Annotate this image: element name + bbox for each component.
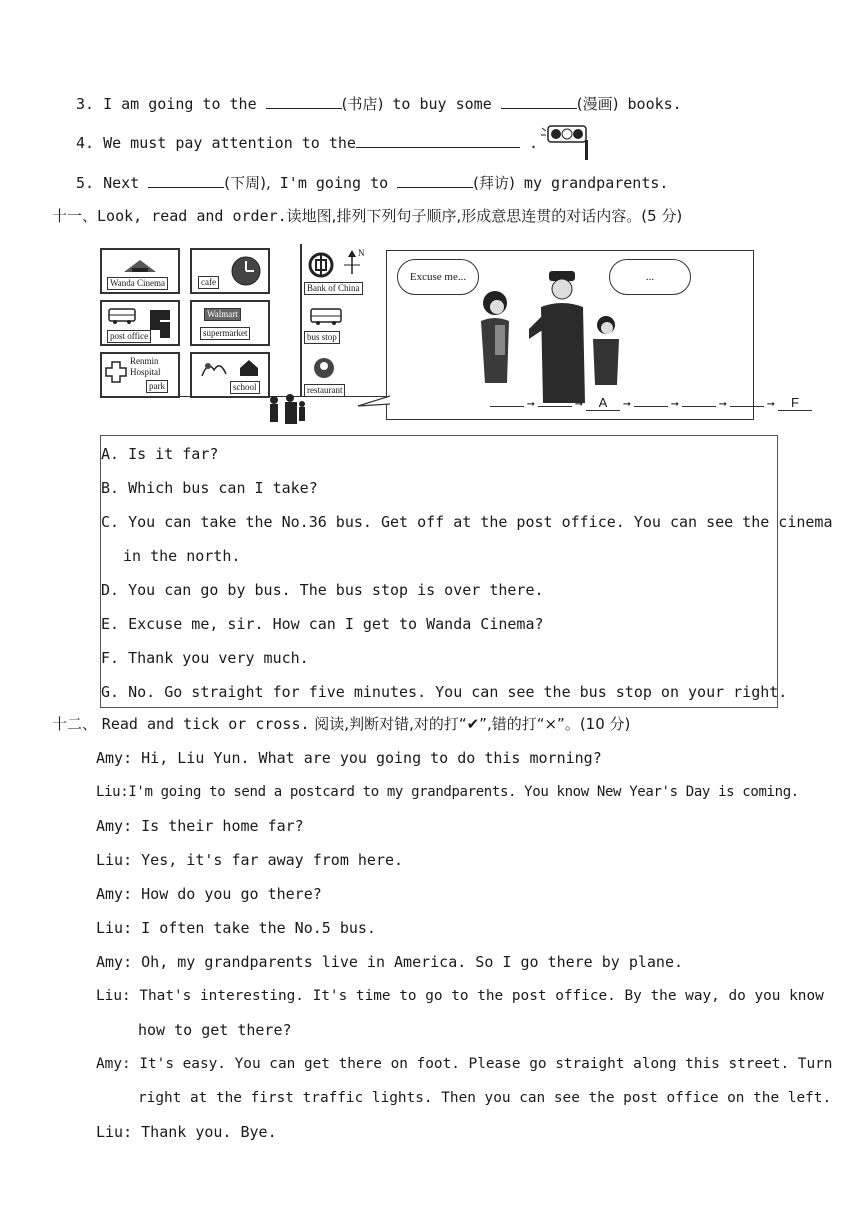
dialogue-text: That's interesting. It's time to go to the post office. By the way, do you know: [139, 988, 824, 1004]
people-icon: [266, 392, 310, 426]
street-line: [300, 244, 302, 396]
place-label: Bank of China: [304, 282, 363, 295]
question-4: [76, 133, 538, 153]
dialogue-text: Hi, Liu Yun. What are you going to do this morning?: [141, 749, 602, 767]
arrow-icon: ➞: [622, 399, 632, 410]
dialogue-text: I'm going to send a postcard to my grandparents. You know New Year's Day is coming.: [128, 784, 799, 800]
option-text: Excuse me, sir. How can I get to Wanda Cinema?: [128, 615, 544, 633]
option-g: [101, 682, 787, 702]
section-title-cn: 阅读,判断对错,对的打“✔”,错的打“×”。(10 分): [314, 715, 631, 733]
dialogue-line: [96, 850, 403, 870]
option-text: Thank you very much.: [128, 649, 309, 667]
answer-blank[interactable]: [148, 173, 224, 188]
map-cell-cinema: [100, 248, 180, 294]
option-f: [101, 648, 309, 668]
option-e: [101, 614, 544, 634]
order-slot-given: A: [586, 396, 620, 411]
place-label: Wanda Cinema: [107, 277, 168, 290]
arrow-icon: ➞: [766, 399, 776, 410]
place-label: park: [146, 380, 168, 393]
arrow-icon: ➞: [718, 399, 728, 410]
dialogue-line: [96, 1054, 832, 1074]
traffic-light-icon: [538, 122, 596, 162]
order-slot[interactable]: [634, 392, 668, 407]
dialogue-text: I often take the No.5 bus.: [141, 919, 376, 937]
place-label: school: [230, 381, 260, 394]
arrow-icon: ➞: [526, 399, 536, 410]
dialogue-text: Is their home far?: [141, 817, 304, 835]
woman-figure-icon: [471, 285, 521, 385]
section-12-heading: [52, 714, 630, 734]
question-text: my grandparents.: [523, 174, 669, 192]
answer-blank[interactable]: [266, 94, 342, 109]
speech-text: Excuse me...: [409, 271, 467, 283]
option-text: Which bus can I take?: [128, 479, 318, 497]
dialogue-line: [96, 748, 602, 768]
option-text: in the north.: [123, 547, 241, 565]
map-cell-cafe: [190, 248, 270, 294]
speaker: Amy:: [96, 885, 133, 903]
speaker: Liu:: [96, 988, 131, 1004]
hospital-cross-icon: [104, 360, 128, 384]
speech-text: ...: [645, 271, 655, 283]
order-answer-row: [490, 392, 812, 411]
section-title-en: Read and tick or cross.: [101, 715, 310, 733]
speech-bubble-left: [397, 259, 479, 295]
dialogue-line-continued: [138, 1088, 831, 1108]
arrow-icon: ➞: [670, 399, 680, 410]
option-text: Is it far?: [128, 445, 219, 463]
dialogue-line: [96, 884, 322, 904]
option-text: You can take the No.36 bus. Get off at the post office. You can see the cinema: [128, 513, 833, 531]
question-3: [76, 94, 682, 114]
answer-blank[interactable]: [397, 173, 473, 188]
place-label: restaurant: [304, 384, 345, 397]
panel-tail: [356, 394, 392, 408]
question-number: 5.: [76, 174, 95, 192]
option-letter: F.: [101, 649, 120, 667]
option-d: [101, 580, 544, 600]
hint: (拜访): [473, 174, 515, 192]
bus-stop-icon: [310, 308, 342, 326]
section-number: 十一、: [52, 207, 98, 225]
speaker: Amy:: [96, 1056, 131, 1072]
dialogue-line: [96, 986, 824, 1006]
place-label: post office: [107, 330, 151, 343]
map-figure: [100, 244, 799, 428]
clock-icon: [230, 254, 262, 288]
dialogue-line: [96, 1122, 277, 1142]
section-11-heading: [52, 206, 682, 226]
speaker: Liu:: [96, 1123, 133, 1141]
answer-blank[interactable]: [501, 94, 577, 109]
question-text: .: [529, 134, 539, 152]
question-number: 4.: [76, 134, 95, 152]
option-letter: G.: [101, 683, 120, 701]
option-letter: E.: [101, 615, 120, 633]
question-text: books.: [627, 95, 682, 113]
dialogue-line: [96, 918, 376, 938]
dialogue-text: right at the first traffic lights. Then you can see the post office on the left.: [138, 1090, 832, 1106]
question-text: Next: [103, 174, 140, 192]
option-letter: A.: [101, 445, 120, 463]
option-text: You can go by bus. The bus stop is over there.: [128, 581, 544, 599]
place-label: bus stop: [304, 331, 340, 344]
dialogue-text: Oh, my grandparents live in America. So I go there by plane.: [141, 953, 684, 971]
question-5: [76, 173, 668, 193]
hint: (下周),: [224, 174, 271, 192]
place-label: cafe: [198, 276, 219, 289]
school-icon: [238, 358, 260, 378]
dialogue-text: Yes, it's far away from here.: [141, 851, 404, 869]
option-letter: C.: [101, 513, 120, 531]
speaker: Liu:: [96, 784, 129, 800]
street-line: [100, 396, 400, 397]
speaker: Amy:: [96, 953, 133, 971]
dialogue-line-continued: [138, 1020, 292, 1040]
compass-label: N: [358, 248, 365, 258]
dialogue-text: It's easy. You can get there on foot. Please go straight along this street. Turn: [139, 1056, 833, 1072]
options-box: [100, 435, 833, 708]
section-number: 十二、: [52, 715, 98, 733]
order-slot[interactable]: [490, 392, 524, 407]
question-text: I am going to the: [103, 95, 257, 113]
question-text: I'm going to: [279, 174, 389, 192]
hint: (漫画): [576, 95, 619, 113]
dialogue-line: [96, 952, 683, 972]
question-text: We must pay attention to the: [103, 134, 356, 152]
dialogue-text: how to get there?: [138, 1021, 292, 1039]
section-title-cn: 读地图,排列下列句子顺序,形成意思连贯的对话内容。(5 分): [286, 207, 683, 225]
option-b: [101, 478, 318, 498]
hint: (书店): [341, 95, 384, 113]
bus-icon: [108, 308, 136, 324]
dialogue-text: Thank you. Bye.: [141, 1123, 277, 1141]
place-label: Renmin Hospital: [128, 356, 172, 378]
speaker: Amy:: [96, 749, 133, 767]
dialogue-line: [96, 782, 799, 802]
section-title-en: Look, read and order.: [97, 207, 287, 225]
place-brand: Walmart: [204, 308, 241, 321]
speaker: Liu:: [96, 919, 133, 937]
map-cell-post-office: [100, 300, 180, 346]
question-number: 3.: [76, 95, 95, 113]
speaker: Liu:: [96, 851, 133, 869]
option-c: [101, 512, 833, 532]
map-cell-supermarket: [190, 300, 270, 346]
option-letter: D.: [101, 581, 120, 599]
speaker: Amy:: [96, 817, 133, 835]
arrow-icon: ➞: [574, 399, 584, 410]
option-c-continued: [123, 546, 240, 566]
map-cell-school: [190, 352, 270, 398]
place-label: supermarket: [200, 327, 250, 340]
cinema-icon: [122, 256, 158, 274]
dialogue-line: [96, 816, 304, 836]
option-letter: B.: [101, 479, 120, 497]
restaurant-icon: [312, 356, 336, 380]
speech-bubble-right: [609, 259, 691, 295]
order-slot[interactable]: [538, 392, 572, 407]
boy-figure-icon: [589, 313, 623, 387]
order-slot[interactable]: [730, 392, 764, 407]
question-text: to buy some: [392, 95, 492, 113]
option-a: [101, 444, 218, 464]
dialogue-text: How do you go there?: [141, 885, 322, 903]
order-slot-given: F: [778, 396, 812, 411]
map-cell-hospital: [100, 352, 180, 398]
option-text: No. Go straight for five minutes. You can see the bus stop on your right.: [128, 683, 788, 701]
park-icon: [198, 358, 228, 380]
answer-blank[interactable]: [356, 133, 520, 148]
bank-icon: [308, 252, 334, 278]
order-slot[interactable]: [682, 392, 716, 407]
